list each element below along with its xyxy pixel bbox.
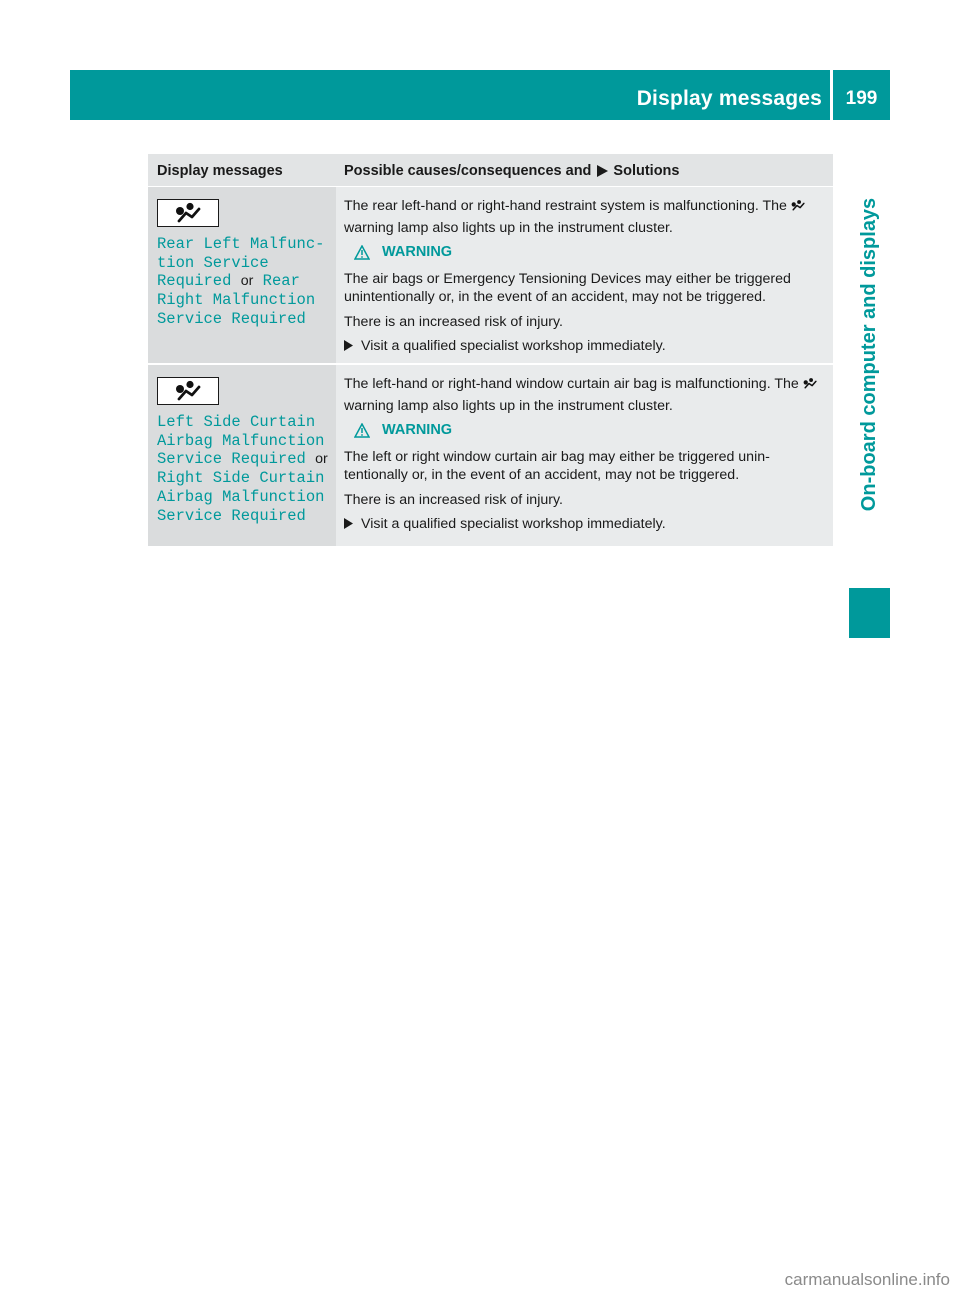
col-header-display-messages: Display messages — [157, 163, 283, 179]
display-message-cell — [148, 365, 336, 546]
warning-text: The left or right window curtain air bag may either be triggered unin- tentionally or, in the event of an accident, may not be triggered. — [344, 448, 770, 483]
display-messages-table — [148, 154, 833, 548]
page-header — [70, 70, 890, 120]
message-right-curtain: Right Side Curtain Airbag Malfunction Service Required — [157, 469, 325, 525]
warning-text: The air bags or Emergency Tensioning Devices may either be triggered unintentionally or, in the event of an accident, may not be triggered. — [344, 270, 791, 305]
display-message-cell — [148, 187, 336, 363]
warning-label: WARNING — [382, 422, 453, 438]
table-row — [148, 365, 833, 548]
col-header-causes — [336, 154, 833, 186]
message-rear-right: Rear Right Malfunction Service Required — [157, 272, 316, 328]
warning-label: WARNING — [382, 244, 453, 260]
watermark: carmanualsonline.info — [784, 1270, 950, 1289]
side-tab-label: On-board computer and displays — [858, 197, 881, 511]
table-header — [148, 154, 833, 187]
airbag-warning-lamp-icon — [157, 199, 219, 227]
risk-text: There is an increased risk of injury. — [344, 491, 563, 508]
warning-triangle-icon — [354, 245, 370, 260]
airbag-warning-lamp-icon — [790, 198, 806, 219]
col-header-causes-text: Possible causes/consequences and — [344, 163, 592, 179]
page-number: 199 — [845, 88, 878, 109]
airbag-warning-lamp-icon — [157, 377, 219, 405]
cause-text-end: warning lamp also lights up in the instrument cluster. — [344, 219, 673, 236]
side-tab-marker — [849, 588, 890, 638]
airbag-warning-lamp-icon — [802, 376, 818, 397]
warning-heading — [354, 243, 827, 262]
causes-cell — [336, 187, 833, 363]
action-text: Visit a qualified specialist workshop immediately. — [361, 516, 666, 532]
warning-heading — [354, 421, 827, 440]
action-arrow-icon — [344, 340, 353, 351]
header-title: Display messages — [636, 87, 822, 110]
or-text: or — [315, 451, 328, 468]
causes-cell — [336, 365, 833, 546]
message-rear-left: Rear Left Malfunc‐ tion Service Required — [157, 235, 325, 291]
cause-text-start: The rear left-hand or right-hand restraint system is malfunctioning. The — [344, 198, 787, 214]
message-left-curtain: Left Side Curtain Airbag Malfunction Service Required — [157, 413, 325, 469]
cause-text-start: The left-hand or right-hand window curtain air bag is malfunctioning. The — [344, 376, 799, 392]
warning-triangle-icon — [354, 423, 370, 438]
action-arrow-icon — [344, 518, 353, 529]
action-arrow-icon — [597, 165, 608, 177]
cause-text-end: warning lamp also lights up in the instrument cluster. — [344, 397, 673, 414]
action-text: Visit a qualified specialist workshop immediately. — [361, 338, 666, 354]
display-message-text — [157, 413, 330, 525]
action-step — [344, 337, 827, 356]
table-row — [148, 187, 833, 365]
action-step — [344, 515, 827, 534]
side-tab — [849, 120, 890, 588]
display-message-text — [157, 235, 330, 329]
risk-text: There is an increased risk of injury. — [344, 313, 563, 330]
cause-text — [344, 375, 827, 415]
or-text: or — [240, 273, 254, 290]
cause-text — [344, 197, 827, 237]
col-header-solutions-text: Solutions — [613, 163, 680, 179]
